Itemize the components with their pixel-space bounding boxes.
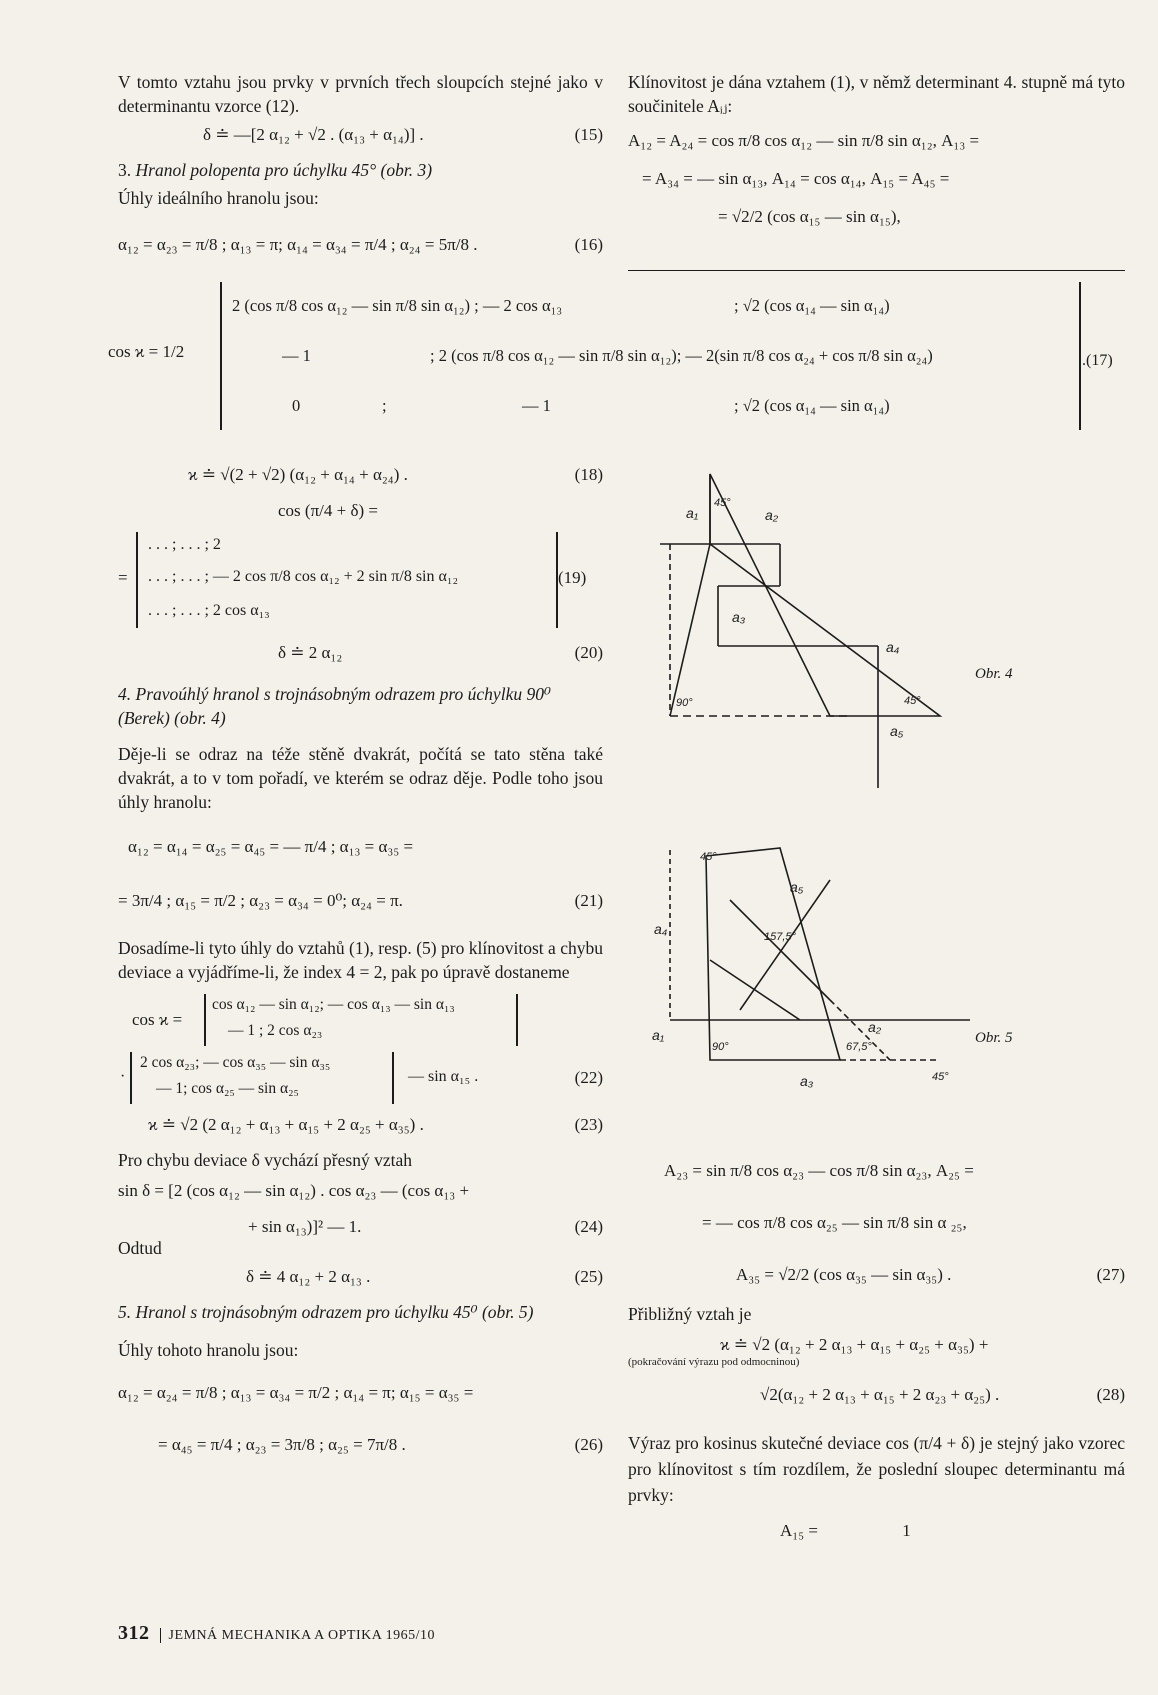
approx-label: Přibližný vztah je: [628, 1304, 752, 1324]
eq17-r2c1: — 1: [282, 346, 311, 365]
equation-22b: · 2 cos α₂₃; — cos α₃₅ — sin α₃₅ — 1; cos α₂₅ — sin α₂₅ — sin α₁₅ . (22): [118, 1052, 603, 1104]
figure-4-caption: Obr. 4: [975, 666, 1013, 682]
equation-19-lhs: cos (π/4 + δ) =: [278, 501, 378, 520]
section-5-heading: 5. Hranol s trojnásobným odrazem pro úchylku 45⁰ (obr. 5): [118, 1302, 534, 1322]
eq17-r1c1: 2 (cos π/8 cos α₁₂ — sin π/8 sin α₁₂) ; — 2 cos α₁₃: [232, 296, 563, 315]
fig5-label-a3: a₃: [800, 1073, 814, 1089]
fig5-label-a1: a₁: [652, 1027, 665, 1043]
equation-20: δ ≐ 2 α₁₂ (20): [278, 643, 603, 662]
fig5-angle-67: 67,5°: [846, 1041, 872, 1053]
eq17-number: .(17): [1082, 352, 1113, 369]
right-column-top: [628, 70, 1125, 230]
eq17-r3c2: ;: [382, 396, 387, 415]
equation-26a: α₁₂ = α₂₄ = π/8 ; α₁₃ = α₃₄ = π/2 ; α₁₄ = π; α₁₅ = α₃₅ =: [118, 1383, 474, 1402]
equation-A3: = √2/2 (cos α₁₅ — sin α₁₅),: [718, 207, 901, 226]
equation-16: α₁₂ = α₂₃ = π/8 ; α₁₃ = π; α₁₄ = α₃₄ = π/4 ; α₂₄ = 5π/8 . (16): [118, 235, 603, 254]
equation-27a: A₂₃ = sin π/8 cos α₂₃ — cos π/8 sin α₂₃, A₂₅ =: [664, 1161, 974, 1180]
page-footer: [118, 1622, 435, 1645]
fig4-angle-45a: 45°: [714, 497, 731, 509]
odtud-label: Odtud: [118, 1238, 162, 1258]
figure-4: [640, 468, 960, 798]
kosinus-paragraph: Výraz pro kosinus skutečné deviace cos (π/4 + δ) je stejný jako vzorec pro klínovitost s tím rozdílem, že poslední sloupec determinantu má prvky:: [628, 1433, 1125, 1505]
equation-18: ϰ ≐ √(2 + √2) (α₁₂ + α₁₄ + α₂₄) . (18): [188, 465, 603, 484]
fig5-label-a4: a₄: [654, 921, 668, 937]
section-3-heading: 3. Hranol polopenta pro úchylku 45° (obr. 3): [118, 160, 433, 180]
equation-28-note: (pokračování výrazu pod odmocninou): [628, 1356, 800, 1368]
eq19-determinant: . . . ; . . . ; 2 . . . ; . . . ; — 2 cos π/8 cos α₁₂ + 2 sin π/8 sin α₁₂ . . . ; . . . ; 2 cos α₁₃: [136, 532, 558, 628]
fig5-angle-45a: 45°: [700, 851, 717, 863]
equation-27c: A₃₅ = √2/2 (cos α₃₅ — sin α₃₅) . (27): [736, 1265, 1125, 1284]
fig4-angle-90: 90°: [676, 697, 693, 709]
fig5-label-a5: a₅: [790, 879, 804, 895]
equation-24a: sin δ = [2 (cos α₁₂ — sin α₁₂) . cos α₂₃ — (cos α₁₃ +: [118, 1181, 470, 1200]
equation-28a: ϰ ≐ √2 (α₁₂ + 2 α₁₃ + α₁₅ + α₂₅ + α₃₅) +: [720, 1335, 989, 1354]
equation-23: ϰ ≐ √2 (2 α₁₂ + α₁₃ + α₁₅ + 2 α₂₅ + α₃₅) . (23): [148, 1115, 603, 1134]
equation-27b: = — cos π/8 cos α₂₅ — sin π/8 sin α ₂₅,: [702, 1213, 967, 1232]
angles-5-label: Úhly tohoto hranolu jsou:: [118, 1340, 299, 1360]
eq17-determinant: [220, 282, 1081, 430]
fig4-prism-outline: [710, 474, 940, 716]
section-4-paragraph-2: Dosadíme-li tyto úhly do vztahů (1), resp. (5) pro klínovitost a chybu deviace a vyjádříme-li, že index 4 = 2, pak po úpravě dostaneme: [118, 938, 603, 982]
section-rule: [628, 270, 1125, 271]
eq17-r3c4: ; √2 (cos α₁₄ — sin α₁₄): [734, 396, 890, 415]
page-number: 312: [118, 1622, 150, 1644]
fig4-label-a4: a₄: [886, 639, 900, 655]
section-4-paragraph: Děje-li se odraz na téže stěně dvakrát, počítá se tato stěna také dvakrát, a to v tom pořadí, ve kterém se odraz děje. Podle toho jsou úhly hranolu:: [118, 744, 603, 812]
right-column-lower: [628, 1158, 1125, 1544]
eq17-r2c2: ; 2 (cos π/8 cos α₁₂ — sin π/8 sin α₁₂); — 2(sin π/8 cos α₂₄ + cos π/8 sin α₂₄): [430, 346, 933, 365]
fig4-label-a1: a₁: [686, 505, 699, 521]
fig4-angle-45b: 45°: [904, 695, 921, 707]
equation-A1: A₁₂ = A₂₄ = cos π/8 cos α₁₂ — sin π/8 sin α₁₂, A₁₃ =: [628, 131, 980, 150]
left-column: [118, 70, 603, 258]
journal-name: JEMNÁ MECHANIKA A OPTIKA 1965/10: [160, 1628, 435, 1643]
equation-19: = . . . ; . . . ; 2 . . . ; . . . ; — 2 cos π/8 cos α₁₂ + 2 sin π/8 sin α₁₂ . . . ; . . . ; 2 cos α₁₃ (19): [118, 532, 603, 628]
eq17-r3c1: 0: [292, 396, 301, 415]
deviace-paragraph: Pro chybu deviace δ vychází přesný vztah: [118, 1150, 412, 1170]
equation-28b: √2(α₁₂ + 2 α₁₃ + α₁₅ + 2 α₂₃ + α₂₅) . (28): [760, 1385, 1125, 1404]
equation-25: δ ≐ 4 α₁₂ + 2 α₁₃ . (25): [246, 1267, 603, 1286]
equation-22a: cos ϰ = cos α₁₂ — sin α₁₂; — cos α₁₃ — sin α₁₃ — 1 ; 2 cos α₂₃: [118, 994, 603, 1046]
fig4-label-a2: a₂: [765, 507, 779, 523]
equation-last: A₁₅ = 1: [780, 1521, 911, 1540]
intro-paragraph: V tomto vztahu jsou prvky v prvních třech sloupcích stejné jako v determinantu vzorce (12).: [118, 72, 603, 116]
fig4-label-a3: a₃: [732, 609, 746, 625]
equation-15: δ ≐ —[2 α₁₂ + √2 . (α₁₃ + α₁₄)] . (15): [203, 125, 603, 144]
equation-21b: = 3π/4 ; α₁₅ = π/2 ; α₂₃ = α₃₄ = 0⁰; α₂₄ = π. (21): [118, 891, 603, 910]
equation-24b: + sin α₁₃)]² — 1. (24): [248, 1217, 603, 1236]
equation-26b: = α₄₅ = π/4 ; α₂₃ = 3π/8 ; α₂₅ = 7π/8 . (26): [158, 1435, 603, 1454]
figure-5: [640, 840, 970, 1110]
fig4-label-a5: a₅: [890, 723, 904, 739]
fig5-label-a2: a₂: [868, 1019, 882, 1035]
angles-3-label: Úhly ideálního hranolu jsou:: [118, 188, 319, 208]
fig5-prism-outline: [706, 848, 840, 1060]
klinovitost-paragraph: Klínovitost je dána vztahem (1), v němž determinant 4. stupně má tyto součinitele Aᵢⱼ:: [628, 72, 1125, 116]
fig5-angle-45b: 45°: [932, 1071, 949, 1083]
equation-21a: α₁₂ = α₁₄ = α₂₅ = α₄₅ = — π/4 ; α₁₃ = α₃₅ =: [128, 837, 414, 856]
eq17-r1c2: ; √2 (cos α₁₄ — sin α₁₄): [734, 296, 890, 315]
eq17-lhs: cos ϰ = 1/2: [108, 342, 185, 361]
fig5-angle-157: 157,5°: [764, 931, 796, 943]
equation-A2: = A₃₄ = — sin α₁₃, A₁₄ = cos α₁₄, A₁₅ = A₄₅ =: [642, 169, 950, 188]
section-4-heading: 4. Pravoúhlý hranol s trojnásobným odrazem pro úchylku 90⁰ (Berek) (obr. 4): [118, 684, 551, 728]
eq17-r3c3: — 1: [522, 396, 551, 415]
left-column-lower: [118, 462, 603, 1458]
figure-5-caption: Obr. 5: [975, 1030, 1013, 1046]
fig5-angle-90: 90°: [712, 1041, 729, 1053]
